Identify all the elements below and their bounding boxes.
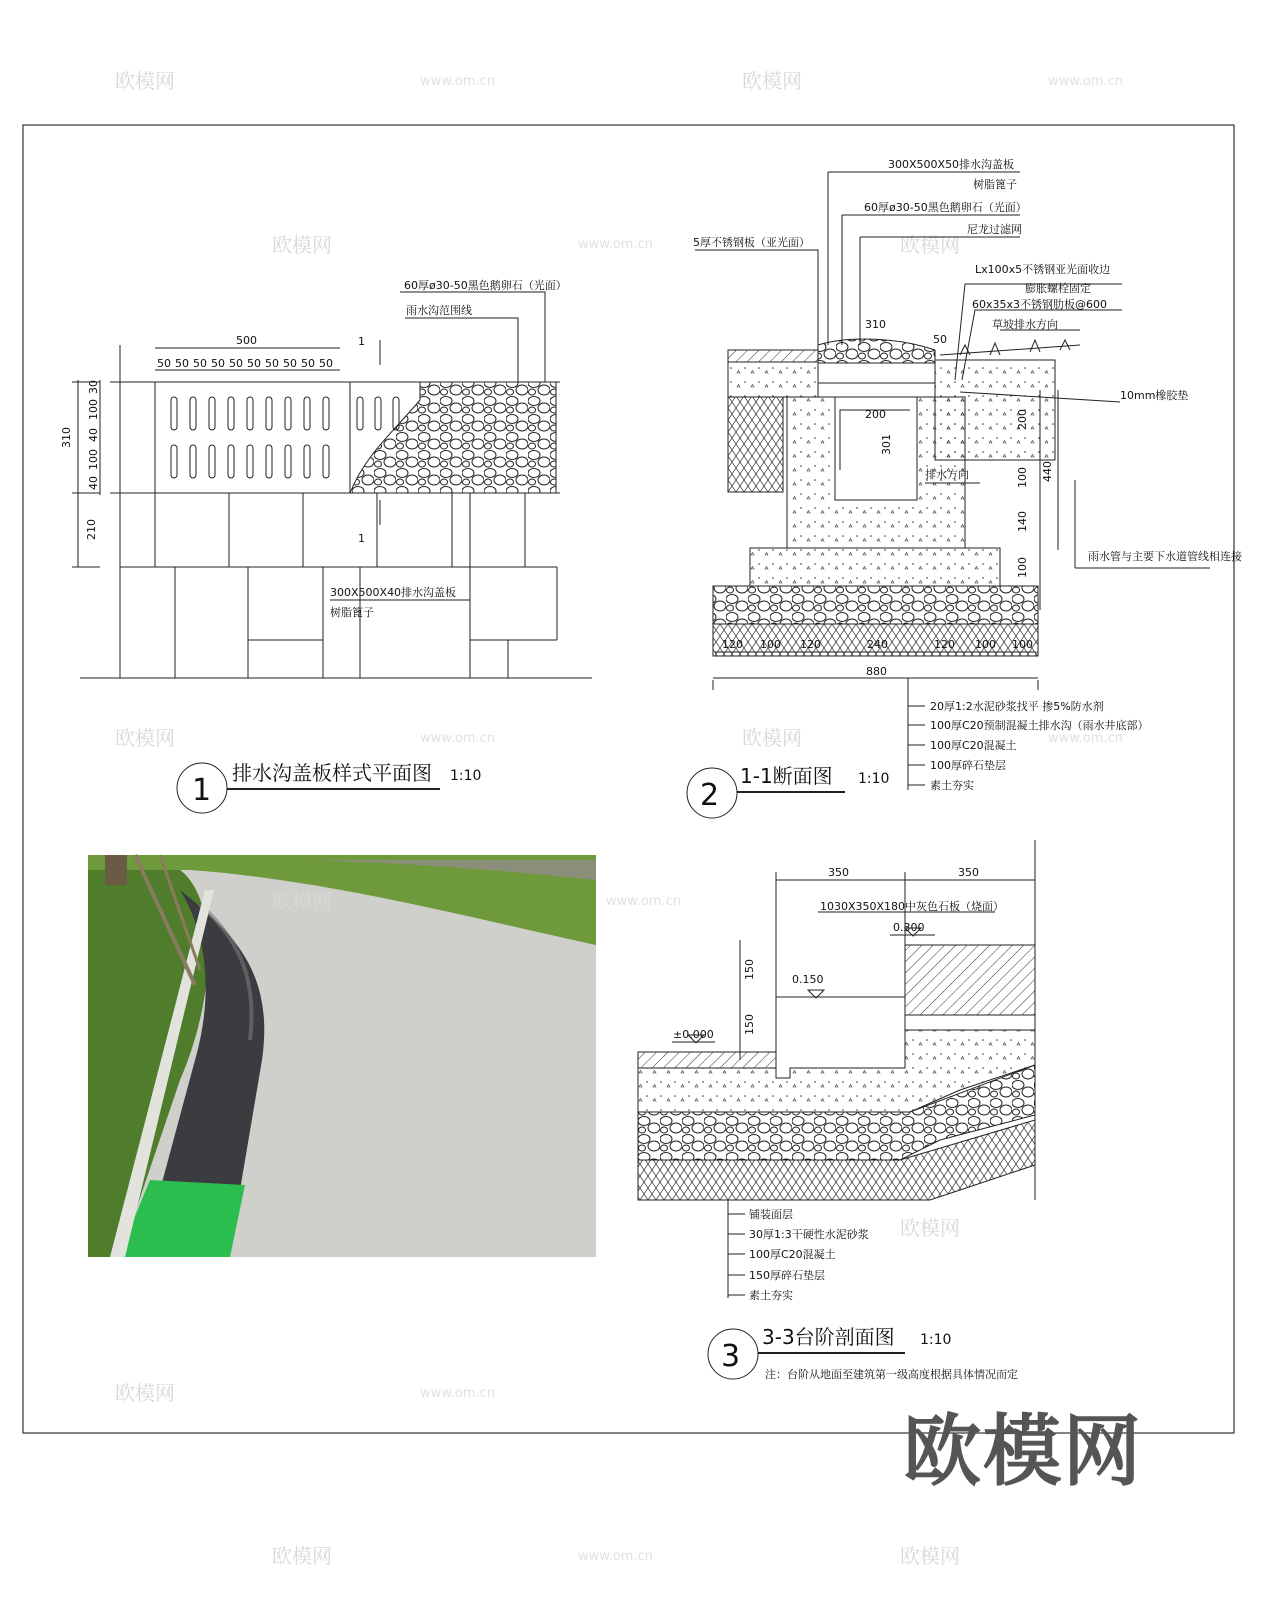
label: 雨水沟范围线 — [406, 304, 472, 317]
drawing2-title — [687, 764, 889, 818]
svg-text:欧模网: 欧模网 — [900, 233, 960, 257]
label: 300X500X40排水沟盖板 — [330, 586, 457, 599]
drawing3-title — [708, 1325, 1018, 1381]
dim: 140 — [1016, 511, 1029, 532]
svg-text:1: 1 — [192, 773, 212, 808]
svg-text:www.om.cn: www.om.cn — [1048, 74, 1123, 89]
dim: 100 — [1016, 557, 1029, 578]
dim: 50 — [175, 357, 189, 370]
dim: 301 — [880, 434, 893, 455]
dim: 120 — [800, 638, 821, 651]
label: 雨水管与主要下水道管线相连接 — [1088, 550, 1242, 563]
svg-text:排水沟盖板样式平面图: 排水沟盖板样式平面图 — [232, 761, 432, 785]
dim: 50 — [933, 333, 947, 346]
svg-text:www.om.cn: www.om.cn — [420, 731, 495, 746]
note: 注：台阶从地面至建筑第一级高度根据具体情况而定 — [765, 1368, 1018, 1381]
dim: 120 — [934, 638, 955, 651]
svg-text:欧模网: 欧模网 — [272, 1544, 332, 1568]
layer-label: 100厚C20混凝土 — [749, 1248, 836, 1261]
dim: 310 — [60, 427, 73, 448]
section-mark: 1 — [358, 532, 365, 545]
dim: 100 — [760, 638, 781, 651]
svg-text:1-1断面图: 1-1断面图 — [740, 764, 833, 788]
svg-text:www.om.cn: www.om.cn — [420, 1386, 495, 1401]
dim: 30 — [87, 380, 100, 394]
layer-label: 素土夯实 — [749, 1289, 793, 1302]
dim: 440 — [1041, 461, 1054, 482]
dim: 50 — [247, 357, 261, 370]
dim: 350 — [958, 866, 979, 879]
svg-text:www.om.cn: www.om.cn — [1048, 731, 1123, 746]
svg-text:欧模网: 欧模网 — [900, 1216, 960, 1240]
svg-text:欧模网: 欧模网 — [742, 726, 802, 750]
watermarks — [115, 69, 1123, 1568]
svg-text:www.om.cn: www.om.cn — [578, 237, 653, 252]
dim: 50 — [301, 357, 315, 370]
label: 60x35x3不锈钢肋板@600 — [972, 298, 1108, 311]
watermark-logo: 欧模网 — [903, 1407, 1144, 1497]
dim: 50 — [157, 357, 171, 370]
svg-text:1:10: 1:10 — [920, 1332, 952, 1348]
layer-label: 素土夯实 — [930, 779, 974, 792]
label: 60厚ø30-50黑色鹅卵石（光面） — [864, 201, 1027, 214]
drawing2-section — [695, 172, 1210, 790]
dim: 100 — [1012, 638, 1033, 651]
dim: 40 — [87, 428, 100, 442]
elevation: 0.150 — [792, 973, 824, 986]
svg-text:www.om.cn: www.om.cn — [420, 74, 495, 89]
svg-text:1:10: 1:10 — [450, 768, 482, 784]
svg-text:欧模网: 欧模网 — [900, 1544, 960, 1568]
dim: 210 — [85, 519, 98, 540]
label: 5厚不锈钢板（亚光面） — [693, 236, 810, 249]
dim: 100 — [975, 638, 996, 651]
dim: 50 — [283, 357, 297, 370]
layer-label: 20厚1:2水泥砂浆找平 掺5%防水剂 — [930, 700, 1104, 713]
label: 10mm橡胶垫 — [1120, 389, 1189, 402]
svg-text:3-3台阶剖面图: 3-3台阶剖面图 — [762, 1325, 895, 1349]
dim: 100 — [87, 399, 100, 420]
site-photo — [88, 855, 596, 1257]
dim: 200 — [865, 408, 886, 421]
dim: 350 — [828, 866, 849, 879]
svg-text:欧模网: 欧模网 — [272, 233, 332, 257]
layer-label: 100厚碎石垫层 — [930, 759, 1006, 772]
svg-text:1:10: 1:10 — [858, 771, 890, 787]
elevation: ±0.000 — [673, 1028, 714, 1041]
dim: 50 — [229, 357, 243, 370]
label: 树脂篦子 — [330, 606, 374, 619]
dim: 100 — [87, 449, 100, 470]
dim: 150 — [743, 1014, 756, 1035]
label: 1030X350X180中灰色石板（烧面） — [820, 900, 1005, 913]
label: 排水方向 — [925, 468, 969, 481]
svg-text:欧模网: 欧模网 — [115, 69, 175, 93]
svg-text:2: 2 — [700, 778, 720, 813]
label: 尼龙过滤网 — [967, 223, 1022, 236]
drawing1-plan — [72, 292, 592, 678]
dim: 200 — [1016, 409, 1029, 430]
drawing1-title — [177, 761, 481, 813]
svg-text:3: 3 — [721, 1339, 741, 1374]
dim: 50 — [319, 357, 333, 370]
label: 60厚ø30-50黑色鹅卵石（光面） — [404, 279, 567, 292]
label: 树脂篦子 — [973, 178, 1017, 191]
dim: 240 — [867, 638, 888, 651]
dim: 150 — [743, 959, 756, 980]
svg-text:欧模网: 欧模网 — [115, 1381, 175, 1405]
watermark-on-photo: 欧模网 — [272, 889, 332, 913]
layer-label: 100厚C20混凝土 — [930, 739, 1017, 752]
section-mark: 1 — [358, 335, 365, 348]
dim: 50 — [211, 357, 225, 370]
label: Lx100x5不锈钢亚光面收边 — [975, 263, 1111, 276]
dim-500: 500 — [236, 334, 257, 347]
layer-label: 铺装面层 — [749, 1208, 793, 1221]
label: 膨胀螺栓固定 — [1025, 282, 1091, 295]
svg-text:www.om.cn: www.om.cn — [606, 894, 681, 909]
svg-text:www.om.cn: www.om.cn — [578, 1549, 653, 1564]
layer-label: 30厚1:3干硬性水泥砂浆 — [749, 1228, 869, 1241]
dim: 120 — [722, 638, 743, 651]
elevation: 0.300 — [893, 921, 925, 934]
dim: 50 — [193, 357, 207, 370]
svg-text:欧模网: 欧模网 — [742, 69, 802, 93]
dim: 100 — [1016, 467, 1029, 488]
label: 草坡排水方向 — [992, 318, 1058, 331]
dim: 310 — [865, 318, 886, 331]
layer-label: 100厚C20预制混凝土排水沟（雨水井底部） — [930, 719, 1149, 732]
layer-label: 150厚碎石垫层 — [749, 1269, 825, 1282]
dim: 40 — [87, 476, 100, 490]
svg-text:欧模网: 欧模网 — [115, 726, 175, 750]
dim: 50 — [265, 357, 279, 370]
dim-total: 880 — [866, 665, 887, 678]
label: 300X500X50排水沟盖板 — [888, 158, 1015, 171]
